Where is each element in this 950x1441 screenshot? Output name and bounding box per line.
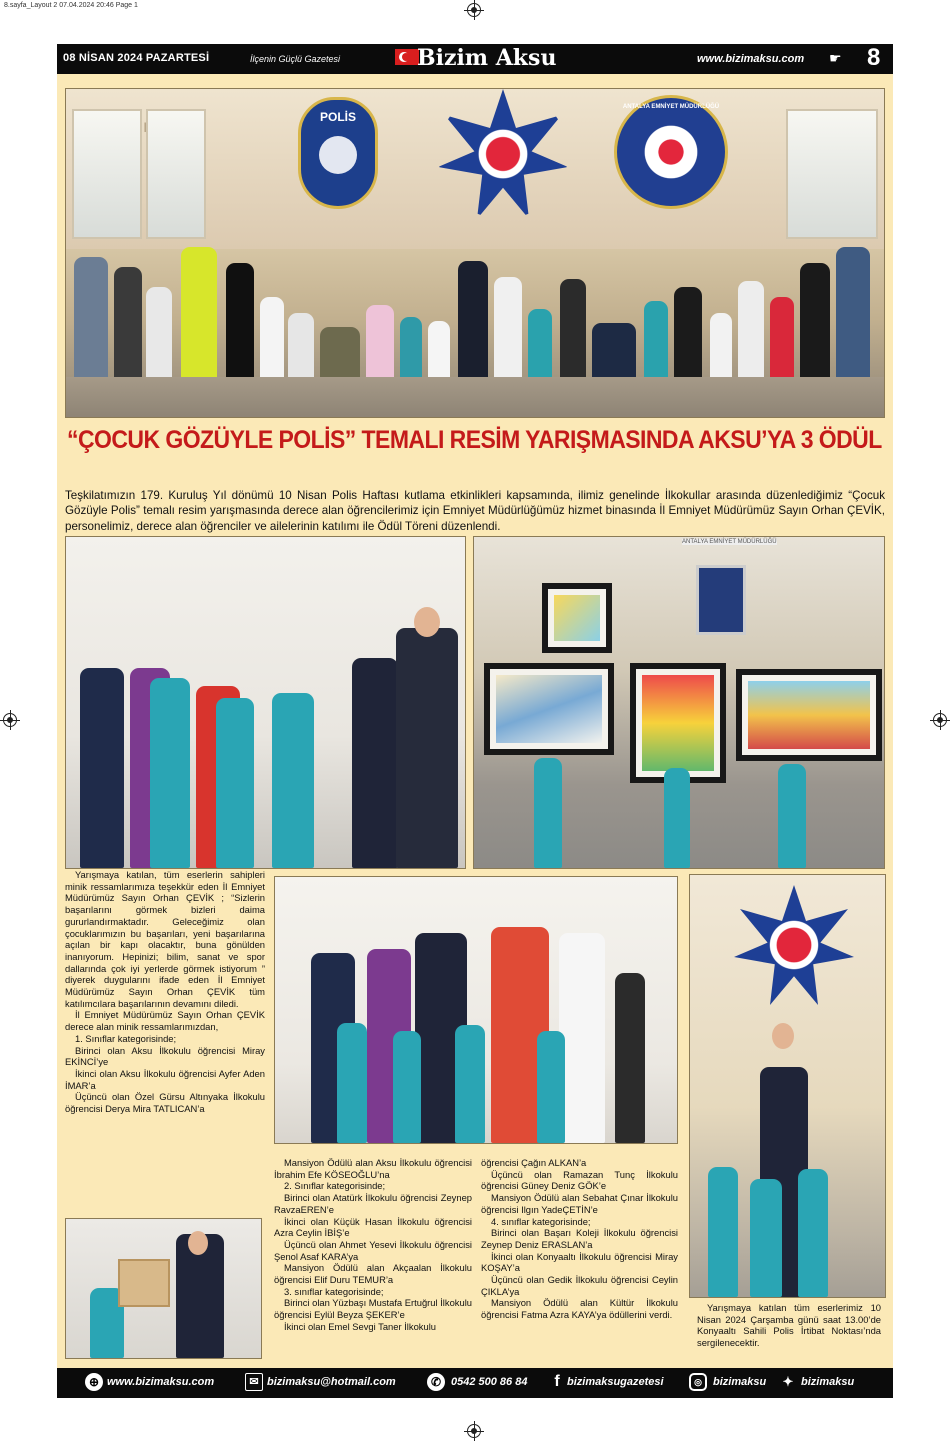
page-number: 8: [867, 44, 881, 71]
footer-website-link[interactable]: www.bizimaksu.com: [107, 1376, 215, 1388]
drawing-easel: [542, 583, 612, 653]
drawing-3: [736, 669, 882, 761]
instagram-icon: ◎: [689, 1373, 707, 1391]
police-star-emblem-small: [734, 885, 854, 1005]
drawing-1: [484, 663, 614, 755]
exhibition-note: Yarışmaya katılan tüm eserlerimiz 10 Nisan 2024 Çarşamba günü saat 13.00’de Konyaaltı Sahili Polis İrtibat Noktası’nda sergilenecektir.: [697, 1302, 881, 1349]
header-bar: [57, 44, 893, 74]
footer-instagram-link[interactable]: bizimaksu: [713, 1376, 767, 1388]
article-column-2: Mansiyon Ödülü alan Aksu İlkokulu öğrencisi İbrahim Efe KÖSEOĞLU’na 2. Sınıflar kategorisinde; Birinci olan Atatürk İlkokulu öğrencisi Zeynep RavzaEREN’e İkinci olan Küçük Hasan İlkokulu öğrencisi Azra Ceylin İBİŞ’e Üçüncü olan Ahmet Yesevi İlkokulu öğrencisi Şenol Asaf KARA’ya Mansiyon Ödülü alan Akçaalan İlkokulu öğrencisi Elif Duru TEMUR’a 3. sınıflar kategorisinde; Birinci olan Yüzbaşı Mustafa Ertuğrul İlkokulu öğrencisi Eylül Beyza ŞEKER’e İkinci olan Emel Sevgi Taner İlkokulu: [274, 1157, 472, 1332]
masthead-title: Bizim Aksu: [417, 45, 557, 71]
gift-handover-photo: [65, 1218, 262, 1359]
article-column-1: Yarışmaya katılan, tüm eserlerin sahipleri minik ressamlarımıza teşekkür eden İl Emniyet Müdürümüz Sayın Orhan ÇEVİK ; “Sizlerin başarılarını görmek bizleri daima gururlandırmaktadır. Geleceğimiz olan çocuklarımızın bu başarıları, yeni başarılarına açılan bir kapı olacaktır, buna gönülden inanıyorum. Hepinizi; bilim, sanat ve spor dallarında çok iyi yerlerde görmek istiyorum ” diyerek duygularını ifade eden İl Emniyet Müdürümüz Sayın Orhan ÇEVİK tüm katılımcılara başarılarının devamını diledi. İl Emniyet Müdürümüz Sayın Orhan ÇEVİK derece alan minik ressamlarımızdan, 1. Sınıflar kategorisinde; Birinci olan Aksu İlkokulu öğrencisi Miray EKİNCİ’ye İkinci olan Aksu İlkokulu öğrencisi Ayfer Aden İMAR’a Üçüncü olan Özel Gürsu Altınyaka İlkokulu öğrencisi Derya Mira TATLICAN’a: [65, 869, 265, 1115]
photo-sign: ANTALYA EMNİYET MÜDÜRLÜĞÜ: [682, 539, 777, 545]
footer-bar: [57, 1368, 893, 1398]
article-lead: Teşkilatımızın 179. Kuruluş Yıl dönümü 10 Nisan Polis Haftası kutlama etkinlikleri kapsamında, ilimiz genelinde İlkokullar arasında düzenlediğimiz “Çocuk Gözüyle Polis” temalı resim yarışmasında derece alan öğrencilerimiz için Emniyet Müdürlüğümüz hizmet binasında İl Emniyet Müdürümüz Sayın Orhan ÇEVİK, personelimiz, derece alan öğrenciler ve ailelerinin katılımı ile Ödül Töreni düzenlendi.: [65, 489, 885, 533]
director-with-children-photo: [689, 874, 886, 1298]
police-emblem-left: POLİS: [298, 97, 378, 209]
issue-date: 08 NİSAN 2024 PAZARTESİ: [63, 52, 210, 64]
antalya-police-emblem: ANTALYA EMNİYET MÜDÜRLÜĞÜ: [614, 95, 728, 209]
award-ceremony-photo: [65, 536, 466, 869]
tagline: İlçenin Güçlü Gazetesi: [250, 54, 341, 64]
footer-facebook-link[interactable]: bizimaksugazetesi: [567, 1376, 664, 1388]
turkish-flag-icon: [395, 49, 419, 65]
registration-mark-right: [933, 713, 947, 727]
envelope-icon: ✉: [245, 1373, 263, 1391]
whatsapp-icon: ✆: [427, 1373, 445, 1391]
print-slug: 8.sayfa_Layout 2 07.04.2024 20:46 Page 1: [4, 2, 138, 9]
registration-mark-bottom: [467, 1424, 481, 1438]
hero-group-photo: [65, 88, 885, 418]
winners-group-photo: [274, 876, 678, 1144]
article-column-3: öğrencisi Çağın ALKAN’a Üçüncü olan Ramazan Tunç İlkokulu öğrencisi Güney Deniz GÖK’e Mansiyon Ödülü alan Sebahat Çınar İlkokulu öğrencisi Ilgın YadeÇETİN’e 4. sınıflar kategorisinde; Birinci olan Başarı Koleji İlkokulu öğrencisi Zeynep Deniz ERASLAN’a İkinci olan Konyaaltı İlkokulu öğrencisi Miray KOŞAY’a Üçüncü olan Gedik İlkokulu öğrencisi Ceylin ÇIKLA’ya Mansiyon Ödülü alan Kültür İlkokulu öğrencisi Fatma Azra KAYA’ya ödüllerini verdi.: [481, 1157, 678, 1321]
facebook-icon: f: [554, 1373, 560, 1390]
footer-twitter-link[interactable]: bizimaksu: [801, 1376, 855, 1388]
globe-icon: ⊕: [85, 1373, 103, 1391]
twitter-icon: ✦: [782, 1374, 794, 1389]
drawing-2: [630, 663, 726, 783]
children-with-drawings-photo: [473, 536, 885, 869]
crowd-of-people: [66, 227, 884, 397]
article-headline: “ÇOCUK GÖZÜYLE POLİS” TEMALI RESİM YARIŞMASINDA AKSU’YA 3 ÖDÜL: [67, 426, 882, 454]
header-website-link[interactable]: www.bizimaksu.com: [697, 53, 805, 65]
footer-email-link[interactable]: bizimaksu@hotmail.com: [267, 1376, 396, 1388]
newspaper-page: [57, 44, 893, 1398]
registration-mark-top: [467, 3, 481, 17]
pointing-hand-icon: ☛: [829, 50, 842, 66]
registration-mark-left: [3, 713, 17, 727]
footer-phone[interactable]: 0542 500 86 84: [451, 1376, 528, 1388]
